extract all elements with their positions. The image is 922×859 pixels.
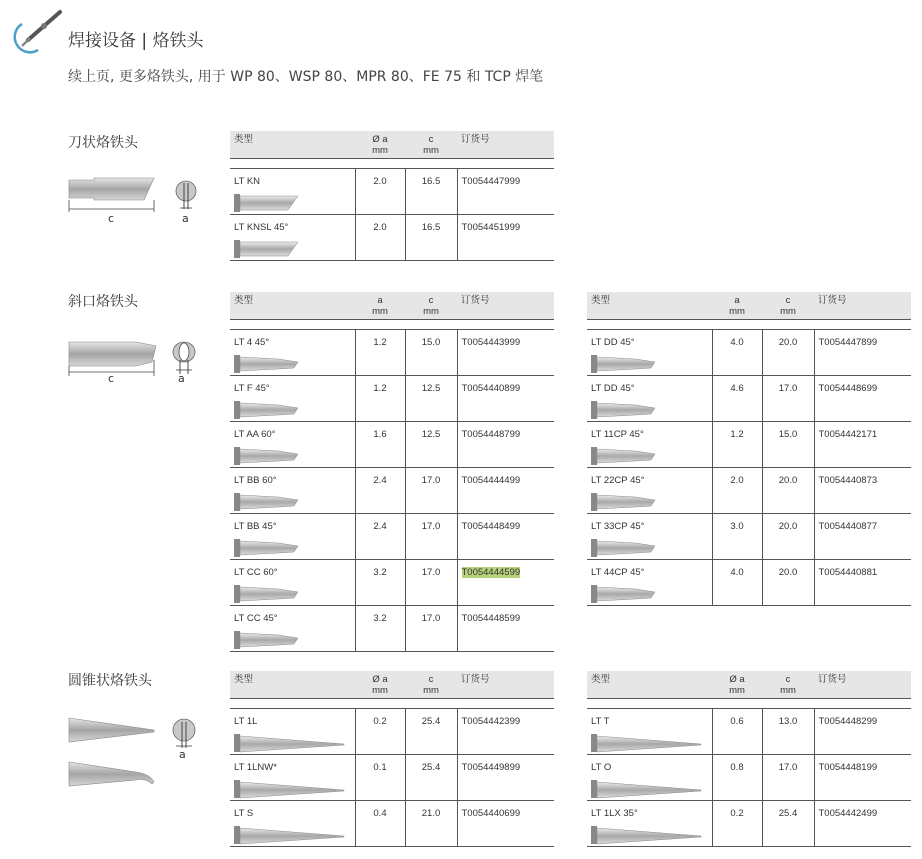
tip-image [234, 583, 350, 605]
tip-image [591, 824, 707, 846]
cell-a: 1.2 [355, 329, 405, 375]
chisel-tips-table-right [587, 292, 911, 606]
tip-type: LT S [234, 807, 254, 819]
table-row [587, 754, 911, 800]
tip-type: LT 4 45° [234, 336, 270, 348]
dim-label-a: a [178, 372, 185, 385]
col-header-c: c mm [762, 292, 814, 319]
col-header-order: 订货号 [457, 671, 554, 698]
page-subtitle: 续上页, 更多烙铁头, 用于 WP 80、WSP 80、MPR 80、FE 75 和 TCP 焊笔 [68, 69, 544, 85]
tip-type: LT BB 60° [234, 474, 277, 486]
order-number: T0054442171 [818, 428, 878, 440]
cell-type [587, 375, 712, 421]
cell-c: 12.5 [405, 421, 457, 467]
table-row [587, 800, 911, 846]
cell-order [457, 513, 554, 559]
table-row [230, 605, 554, 651]
col-header-order: 订货号 [814, 671, 911, 698]
tip-type: LT O [591, 761, 612, 773]
order-number: T0054449899 [461, 761, 521, 773]
tip-image [591, 583, 707, 605]
tip-image [234, 445, 350, 467]
order-number: T0054448599 [461, 612, 521, 624]
cell-a: 3.2 [355, 605, 405, 651]
col-header-type: 类型 [587, 292, 712, 319]
cell-a: 0.1 [355, 754, 405, 800]
col-header-type: 类型 [230, 131, 355, 158]
order-number: T0054444499 [461, 474, 521, 486]
tip-image [234, 629, 350, 651]
order-number: T0054440899 [461, 382, 521, 394]
tip-type: LT KN [234, 175, 261, 187]
cell-c: 17.0 [405, 467, 457, 513]
col-header-a: a mm [355, 292, 405, 319]
order-number: T0054443999 [461, 336, 521, 348]
cell-order [457, 708, 554, 754]
order-number: T0054442499 [818, 807, 878, 819]
cell-type [587, 421, 712, 467]
section-label-chisel: 斜口烙铁头 [68, 294, 138, 310]
order-number: T0054448699 [818, 382, 878, 394]
table-row [230, 708, 554, 754]
cell-a: 0.6 [712, 708, 762, 754]
dim-label-a: a [179, 748, 186, 761]
tip-image [591, 732, 707, 754]
tip-type: LT KNSL 45° [234, 221, 289, 233]
cell-type [230, 708, 355, 754]
table-row [230, 559, 554, 605]
order-number: T0054440873 [818, 474, 878, 486]
table-row [230, 375, 554, 421]
col-header-order: 订货号 [814, 292, 911, 319]
cell-c: 15.0 [405, 329, 457, 375]
tip-image [234, 778, 350, 800]
order-number: T0054440699 [461, 807, 521, 819]
col-header-type: 类型 [587, 671, 712, 698]
cell-order [457, 754, 554, 800]
cell-order [814, 754, 911, 800]
cell-a: 1.6 [355, 421, 405, 467]
cell-a: 4.6 [712, 375, 762, 421]
cell-type [587, 559, 712, 605]
table-row [587, 513, 911, 559]
tip-type: LT DD 45° [591, 336, 635, 348]
table-row [230, 754, 554, 800]
tip-type: LT 33CP 45° [591, 520, 645, 532]
cell-a: 0.4 [355, 800, 405, 846]
cell-a: 2.4 [355, 513, 405, 559]
cell-a: 2.0 [355, 168, 405, 214]
tip-image [591, 778, 707, 800]
cell-c: 16.5 [405, 214, 457, 260]
cell-type [587, 329, 712, 375]
order-number: T0054442399 [461, 715, 521, 727]
cell-order [457, 421, 554, 467]
tip-image [234, 192, 350, 214]
table-row [587, 375, 911, 421]
cell-c: 15.0 [762, 421, 814, 467]
order-number: T0054440881 [818, 566, 878, 578]
cell-type [230, 421, 355, 467]
chisel-tips-table-left [230, 292, 554, 652]
order-number: T0054447999 [461, 175, 521, 187]
table-row [230, 421, 554, 467]
dim-label-c: c [108, 372, 115, 385]
cell-a: 3.2 [355, 559, 405, 605]
cell-type [587, 467, 712, 513]
order-number: T0054448499 [461, 520, 521, 532]
table-row [587, 559, 911, 605]
cell-type [587, 754, 712, 800]
cell-c: 21.0 [405, 800, 457, 846]
cell-order [814, 375, 911, 421]
table-row [230, 214, 554, 260]
conical-tips-table-left [230, 671, 554, 847]
cell-c: 17.0 [405, 513, 457, 559]
cell-a: 0.2 [712, 800, 762, 846]
tip-type: LT 44CP 45° [591, 566, 645, 578]
tip-image [234, 238, 350, 260]
col-header-order: 订货号 [457, 131, 554, 158]
tip-image [234, 824, 350, 846]
cell-type [230, 605, 355, 651]
cell-type [230, 375, 355, 421]
cell-c: 13.0 [762, 708, 814, 754]
cell-type [587, 800, 712, 846]
table-row [230, 800, 554, 846]
tip-type: LT 1LX 35° [591, 807, 638, 819]
cell-a: 0.2 [355, 708, 405, 754]
cell-order [457, 168, 554, 214]
tip-image [234, 732, 350, 754]
table-row [587, 421, 911, 467]
col-header-a: a mm [712, 292, 762, 319]
order-number: T0054448299 [818, 715, 878, 727]
order-number: T0054440877 [818, 520, 878, 532]
tip-image [591, 353, 707, 375]
cell-c: 12.5 [405, 375, 457, 421]
cell-order [457, 605, 554, 651]
section-label-knife: 刀状烙铁头 [68, 135, 138, 151]
cell-c: 16.5 [405, 168, 457, 214]
cell-type [230, 329, 355, 375]
cell-type [230, 513, 355, 559]
order-number: T0054448199 [818, 761, 878, 773]
tip-image [591, 445, 707, 467]
cell-a: 2.0 [355, 214, 405, 260]
cell-c: 20.0 [762, 329, 814, 375]
dim-label-c: c [108, 212, 115, 225]
cell-order [814, 329, 911, 375]
col-header-order: 订货号 [457, 292, 554, 319]
cell-c: 25.4 [405, 708, 457, 754]
col-header-type: 类型 [230, 292, 355, 319]
cell-type [230, 214, 355, 260]
tip-image [234, 491, 350, 513]
cell-order [814, 467, 911, 513]
tip-type: LT T [591, 715, 610, 727]
cell-order [814, 513, 911, 559]
cell-a: 1.2 [712, 421, 762, 467]
tip-image [591, 537, 707, 559]
tip-type: LT AA 60° [234, 428, 276, 440]
knife-tips-table [230, 131, 554, 261]
cell-c: 17.0 [762, 375, 814, 421]
col-header-a: Ø a mm [355, 671, 405, 698]
cell-order [457, 214, 554, 260]
col-header-a: Ø a mm [712, 671, 762, 698]
cell-order [457, 467, 554, 513]
cell-a: 0.8 [712, 754, 762, 800]
table-row [587, 467, 911, 513]
col-header-c: c mm [762, 671, 814, 698]
cell-a: 4.0 [712, 559, 762, 605]
cell-type [587, 513, 712, 559]
conical-tips-table-right [587, 671, 911, 847]
page-title: 焊接设备 | 烙铁头 [68, 31, 204, 51]
cell-order [814, 708, 911, 754]
cell-type [230, 754, 355, 800]
col-header-c: c mm [405, 671, 457, 698]
tip-type: LT 22CP 45° [591, 474, 645, 486]
cell-order [457, 559, 554, 605]
soldering-iron-logo-icon [8, 6, 64, 58]
cell-order [814, 800, 911, 846]
tip-type: LT 11CP 45° [591, 428, 644, 440]
dim-label-a: a [182, 212, 189, 225]
cell-a: 2.0 [712, 467, 762, 513]
cell-a: 2.4 [355, 467, 405, 513]
table-row [230, 513, 554, 559]
cell-type [587, 708, 712, 754]
tip-type: LT CC 45° [234, 612, 278, 624]
tip-type: LT F 45° [234, 382, 270, 394]
tip-image [591, 491, 707, 513]
cell-c: 25.4 [762, 800, 814, 846]
cell-c: 20.0 [762, 467, 814, 513]
tip-image [234, 537, 350, 559]
table-row [230, 329, 554, 375]
order-number: T0054448799 [461, 428, 521, 440]
cell-c: 20.0 [762, 513, 814, 559]
table-row [587, 708, 911, 754]
cell-c: 25.4 [405, 754, 457, 800]
col-header-a: Ø a mm [355, 131, 405, 158]
order-number: T0054451999 [461, 221, 521, 233]
cell-a: 3.0 [712, 513, 762, 559]
order-number: T0054444599 [461, 566, 521, 578]
order-number: T0054447899 [818, 336, 878, 348]
table-row [230, 467, 554, 513]
knife-tip-illustration [66, 174, 200, 224]
cell-c: 20.0 [762, 559, 814, 605]
cell-order [814, 559, 911, 605]
cell-type [230, 168, 355, 214]
cell-c: 17.0 [405, 559, 457, 605]
tip-image [591, 399, 707, 421]
col-header-type: 类型 [230, 671, 355, 698]
cell-order [457, 329, 554, 375]
tip-image [234, 399, 350, 421]
cell-order [457, 800, 554, 846]
tip-type: LT 1LNW* [234, 761, 277, 773]
cell-type [230, 559, 355, 605]
cell-type [230, 467, 355, 513]
tip-type: LT DD 45° [591, 382, 635, 394]
col-header-c: c mm [405, 131, 457, 158]
cell-c: 17.0 [405, 605, 457, 651]
cell-c: 17.0 [762, 754, 814, 800]
tip-type: LT CC 60° [234, 566, 278, 578]
table-row [587, 329, 911, 375]
tip-type: LT BB 45° [234, 520, 277, 532]
cell-a: 1.2 [355, 375, 405, 421]
cell-order [457, 375, 554, 421]
cell-order [814, 421, 911, 467]
tip-type: LT 1L [234, 715, 258, 727]
table-row [230, 168, 554, 214]
cell-type [230, 800, 355, 846]
tip-image [234, 353, 350, 375]
section-label-conical: 圆锥状烙铁头 [68, 673, 152, 689]
col-header-c: c mm [405, 292, 457, 319]
cell-a: 4.0 [712, 329, 762, 375]
